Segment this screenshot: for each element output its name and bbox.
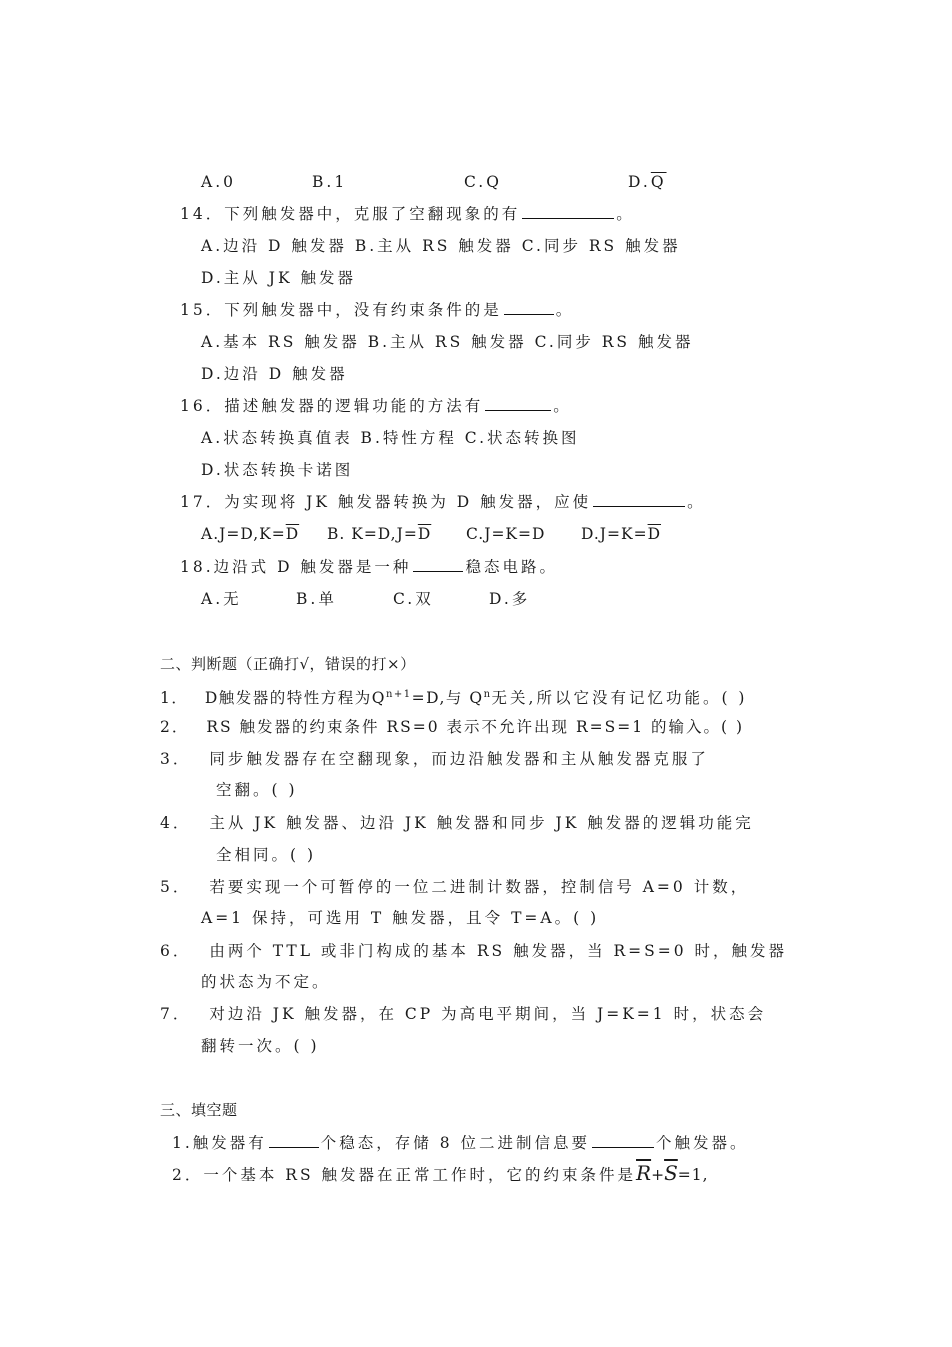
q13-options [0,172,952,194]
q17-blank [593,492,685,507]
q17-option-c: C.J=K=D [466,525,546,543]
q17-option-b: B. $K=D,J=\overline{D}$ [327,525,432,543]
q15-options-line1: A.基本 RS 触发器 B.主从 RS 触发器 C.同步 RS 触发器 [201,333,694,351]
q13-option-a: A.0 [201,173,236,191]
q14-options-line2: D.主从 JK 触发器 [201,269,356,287]
fill-item-2: 2．一个基本 RS 触发器在正常工作时，它的约束条件是$\overline{R}+\overline{S}=1$, [172,1161,709,1185]
fill-item-1: 1.触发器有 个稳态，存储 8 位二进制信息要 个触发器。 [172,1134,749,1152]
section2-title: 二、判断题（正确打√，错误的打×） [160,655,416,673]
q13-option-d-qbar: $\overline{Q}$ [650,173,667,191]
r-bar: $\overline{R}$ [636,1161,652,1185]
q13-option-b: B.1 [312,173,348,191]
judge-item-7-line2: 翻转一次。( ) [201,1037,320,1055]
q18-options [0,589,952,611]
judge-item-3-line1: 3． 同步触发器存在空翻现象，而边沿触发器和主从触发器克服了 [160,750,709,768]
judge-item-5-line2: A=1 保持，可选用 T 触发器，且令 T=A。( ) [201,909,600,927]
q16-stem: 16．描述触发器的逻辑功能的方法有 。 [180,397,572,415]
judge-item-7-line1: 7． 对边沿 JK 触发器，在 CP 为高电平期间，当 J=K=1 时，状态会 [160,1005,767,1023]
q18-option-a: A.无 [201,590,242,608]
q13-option-c: C.Q [464,173,502,191]
q17-option-a: $A.J=D,K=\overline{D}$ [201,525,300,543]
q17-stem: 17．为实现将 JK 触发器转换为 D 触发器，应使 。 [180,493,706,511]
judge-item-3-line2: 空翻。( ) [216,781,298,799]
q13-option-d: $D.\overline{Q}$ [628,173,667,191]
q14-blank [522,204,614,219]
q14-stem: 14．下列触发器中，克服了空翻现象的有 。 [180,205,635,223]
q18-option-c: C.双 [393,590,434,608]
q14-options-line1: A.边沿 D 触发器 B.主从 RS 触发器 C.同步 RS 触发器 [201,237,681,255]
q17-option-d: $D.J=K=\overline{D}$ [581,525,662,543]
s-bar: $\overline{S}$ [664,1161,678,1185]
q18-option-d: D.多 [489,590,531,608]
fill-item-1-blank-1 [269,1133,319,1148]
q18-blank [413,557,463,572]
judge-item-6-line1: 6． 由两个 TTL 或非门构成的基本 RS 触发器，当 R=S=0 时，触发器 [160,942,788,960]
judge-item-5-line1: 5． 若要实现一个可暂停的一位二进制计数器，控制信号 A=0 计数， [160,878,750,896]
fill-item-1-blank-2 [592,1133,654,1148]
q16-options-line1: A.状态转换真值表 B.特性方程 C.状态转换图 [201,429,580,447]
section3-title: 三、填空题 [160,1101,238,1119]
q15-blank [504,300,554,315]
q18-option-b: B.单 [296,590,337,608]
q16-blank [485,396,551,411]
judge-item-6-line2: 的状态为不定。 [201,973,331,991]
q16-options-line2: D.状态转换卡诺图 [201,461,354,479]
judge-item-4-line2: 全相同。( ) [216,846,317,864]
judge-item-4-line1: 4． 主从 JK 触发器、边沿 JK 触发器和同步 JK 触发器的逻辑功能完 [160,814,754,832]
q17-options [0,524,952,546]
q15-options-line2: D.边沿 D 触发器 [201,365,348,383]
q18-stem: 18.边沿式 D 触发器是一种 稳态电路。 [180,558,558,576]
judge-item-2: 2． RS 触发器的约束条件 RS=0 表示不允许出现 R=S=1 的输入。( ) [160,718,745,736]
q15-stem: 15．下列触发器中，没有约束条件的是 。 [180,301,575,319]
judge-item-1: 1． D触发器的特性方程为$Q^{n+1}=D$,与 $Q^n$无关,所以它没有记忆功能。( ) [160,689,748,708]
